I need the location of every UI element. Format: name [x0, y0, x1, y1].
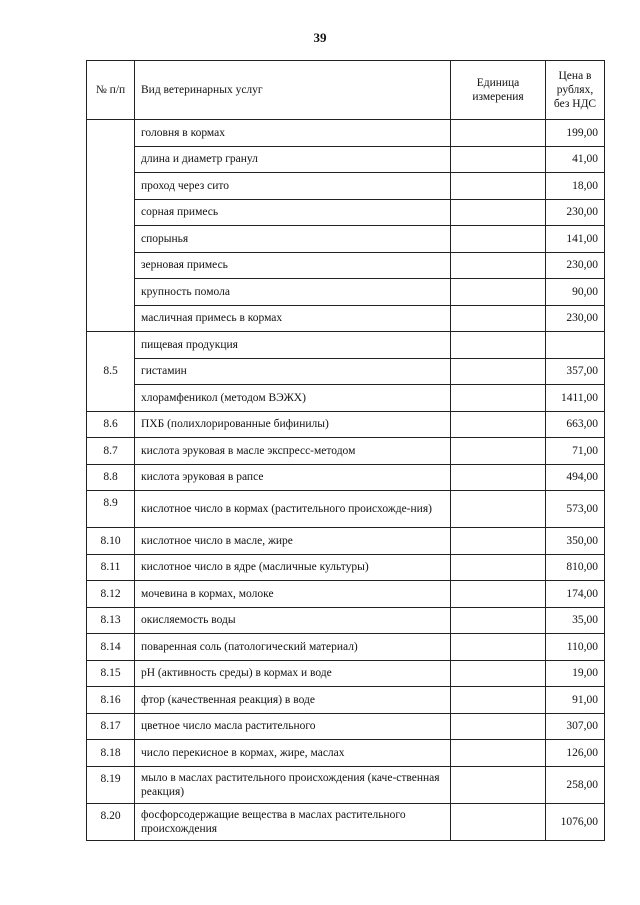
unit-cell	[451, 581, 546, 608]
table-row	[87, 279, 605, 306]
table-row	[87, 491, 605, 528]
header-unit: Единица измерения	[451, 61, 546, 120]
price-cell: 90,00	[546, 279, 605, 306]
table-row	[87, 554, 605, 581]
unit-cell	[451, 554, 546, 581]
page-number: 39	[313, 30, 327, 45]
service-name: фтор (качественная реакция) в воде	[135, 687, 451, 714]
price-cell: 18,00	[546, 173, 605, 200]
table-row	[87, 252, 605, 279]
unit-cell	[451, 438, 546, 465]
price-cell: 663,00	[546, 411, 605, 438]
service-name: хлорамфеникол (методом ВЭЖХ)	[135, 385, 451, 412]
table-row	[87, 358, 605, 385]
service-name: фосфорсодержащие вещества в маслах растительного происхождения	[135, 803, 451, 840]
price-cell: 258,00	[546, 766, 605, 803]
price-table	[86, 60, 605, 841]
table-row	[87, 528, 605, 555]
table-row	[87, 438, 605, 465]
service-name: масличная примесь в кормах	[135, 305, 451, 332]
header-price: Цена в рублях, без НДС	[546, 61, 605, 120]
table-row	[87, 607, 605, 634]
unit-cell	[451, 766, 546, 803]
unit-cell	[451, 803, 546, 840]
table-row	[87, 464, 605, 491]
price-cell: 71,00	[546, 438, 605, 465]
table-row	[87, 687, 605, 714]
service-name: кислота эруковая в масле экспресс-методом	[135, 438, 451, 465]
service-name: зерновая примесь	[135, 252, 451, 279]
row-number: 8.15	[87, 660, 135, 687]
row-number: 8.16	[87, 687, 135, 714]
table-row	[87, 581, 605, 608]
price-cell: 110,00	[546, 634, 605, 661]
row-number: 8.12	[87, 581, 135, 608]
row-number: 8.18	[87, 740, 135, 767]
service-name: число перекисное в кормах, жире, маслах	[135, 740, 451, 767]
service-name: pH (активность среды) в кормах и воде	[135, 660, 451, 687]
service-name: цветное число масла растительного	[135, 713, 451, 740]
row-number: 8.14	[87, 634, 135, 661]
price-cell: 91,00	[546, 687, 605, 714]
service-name: головня в кормах	[135, 120, 451, 147]
unit-cell	[451, 279, 546, 306]
row-number: 8.10	[87, 528, 135, 555]
service-name: кислотное число в кормах (растительного происхожде-ния)	[135, 491, 451, 528]
unit-cell	[451, 634, 546, 661]
unit-cell	[451, 607, 546, 634]
unit-cell	[451, 146, 546, 173]
price-cell: 307,00	[546, 713, 605, 740]
table-row	[87, 766, 605, 803]
service-name: кислота эруковая в рапсе	[135, 464, 451, 491]
row-number: 8.20	[87, 803, 135, 840]
service-name: мыло в маслах растительного происхождения (каче-ственная реакция)	[135, 766, 451, 803]
unit-cell	[451, 411, 546, 438]
price-cell: 1076,00	[546, 803, 605, 840]
unit-cell	[451, 332, 546, 359]
row-number: 8.19	[87, 766, 135, 803]
price-cell: 35,00	[546, 607, 605, 634]
price-cell: 230,00	[546, 252, 605, 279]
row-number: 8.8	[87, 464, 135, 491]
row-number: 8.7	[87, 438, 135, 465]
table-row	[87, 385, 605, 412]
price-cell: 810,00	[546, 554, 605, 581]
service-name: кислотное число в ядре (масличные культуры)	[135, 554, 451, 581]
unit-cell	[451, 491, 546, 528]
table-row	[87, 803, 605, 840]
header-name: Вид ветеринарных услуг	[135, 61, 451, 120]
price-cell: 141,00	[546, 226, 605, 253]
unit-cell	[451, 740, 546, 767]
price-cell: 230,00	[546, 305, 605, 332]
table-row	[87, 740, 605, 767]
unit-cell	[451, 713, 546, 740]
price-cell	[546, 332, 605, 359]
service-name: крупность помола	[135, 279, 451, 306]
table-row	[87, 332, 605, 359]
row-number	[87, 120, 135, 332]
service-name: ПХБ (полихлорированные бифинилы)	[135, 411, 451, 438]
row-number: 8.6	[87, 411, 135, 438]
unit-cell	[451, 199, 546, 226]
table-row	[87, 120, 605, 147]
service-name: сорная примесь	[135, 199, 451, 226]
unit-cell	[451, 226, 546, 253]
price-cell: 350,00	[546, 528, 605, 555]
row-number: 8.5	[87, 332, 135, 412]
table-row	[87, 634, 605, 661]
service-name: проход через сито	[135, 173, 451, 200]
service-name: окисляемость воды	[135, 607, 451, 634]
table-row	[87, 199, 605, 226]
price-cell: 174,00	[546, 581, 605, 608]
row-number: 8.13	[87, 607, 135, 634]
service-name: пищевая продукция	[135, 332, 451, 359]
row-number: 8.9	[87, 491, 135, 528]
unit-cell	[451, 687, 546, 714]
price-cell: 573,00	[546, 491, 605, 528]
service-name: длина и диаметр гранул	[135, 146, 451, 173]
table-row	[87, 411, 605, 438]
row-number: 8.11	[87, 554, 135, 581]
service-name: поваренная соль (патологический материал)	[135, 634, 451, 661]
unit-cell	[451, 173, 546, 200]
table-row	[87, 173, 605, 200]
table-header-row	[87, 61, 605, 120]
price-cell: 230,00	[546, 199, 605, 226]
price-cell: 1411,00	[546, 385, 605, 412]
table-row	[87, 713, 605, 740]
unit-cell	[451, 358, 546, 385]
table-row	[87, 226, 605, 253]
service-name: гистамин	[135, 358, 451, 385]
price-cell: 357,00	[546, 358, 605, 385]
unit-cell	[451, 464, 546, 491]
unit-cell	[451, 660, 546, 687]
price-cell: 19,00	[546, 660, 605, 687]
service-name: спорынья	[135, 226, 451, 253]
service-name: мочевина в кормах, молоке	[135, 581, 451, 608]
unit-cell	[451, 305, 546, 332]
price-cell: 41,00	[546, 146, 605, 173]
unit-cell	[451, 528, 546, 555]
header-num: № п/п	[87, 61, 135, 120]
price-cell: 199,00	[546, 120, 605, 147]
table-row	[87, 660, 605, 687]
table-row	[87, 305, 605, 332]
row-number: 8.17	[87, 713, 135, 740]
unit-cell	[451, 120, 546, 147]
service-name: кислотное число в масле, жире	[135, 528, 451, 555]
price-cell: 126,00	[546, 740, 605, 767]
unit-cell	[451, 252, 546, 279]
unit-cell	[451, 385, 546, 412]
price-cell: 494,00	[546, 464, 605, 491]
table-row	[87, 146, 605, 173]
